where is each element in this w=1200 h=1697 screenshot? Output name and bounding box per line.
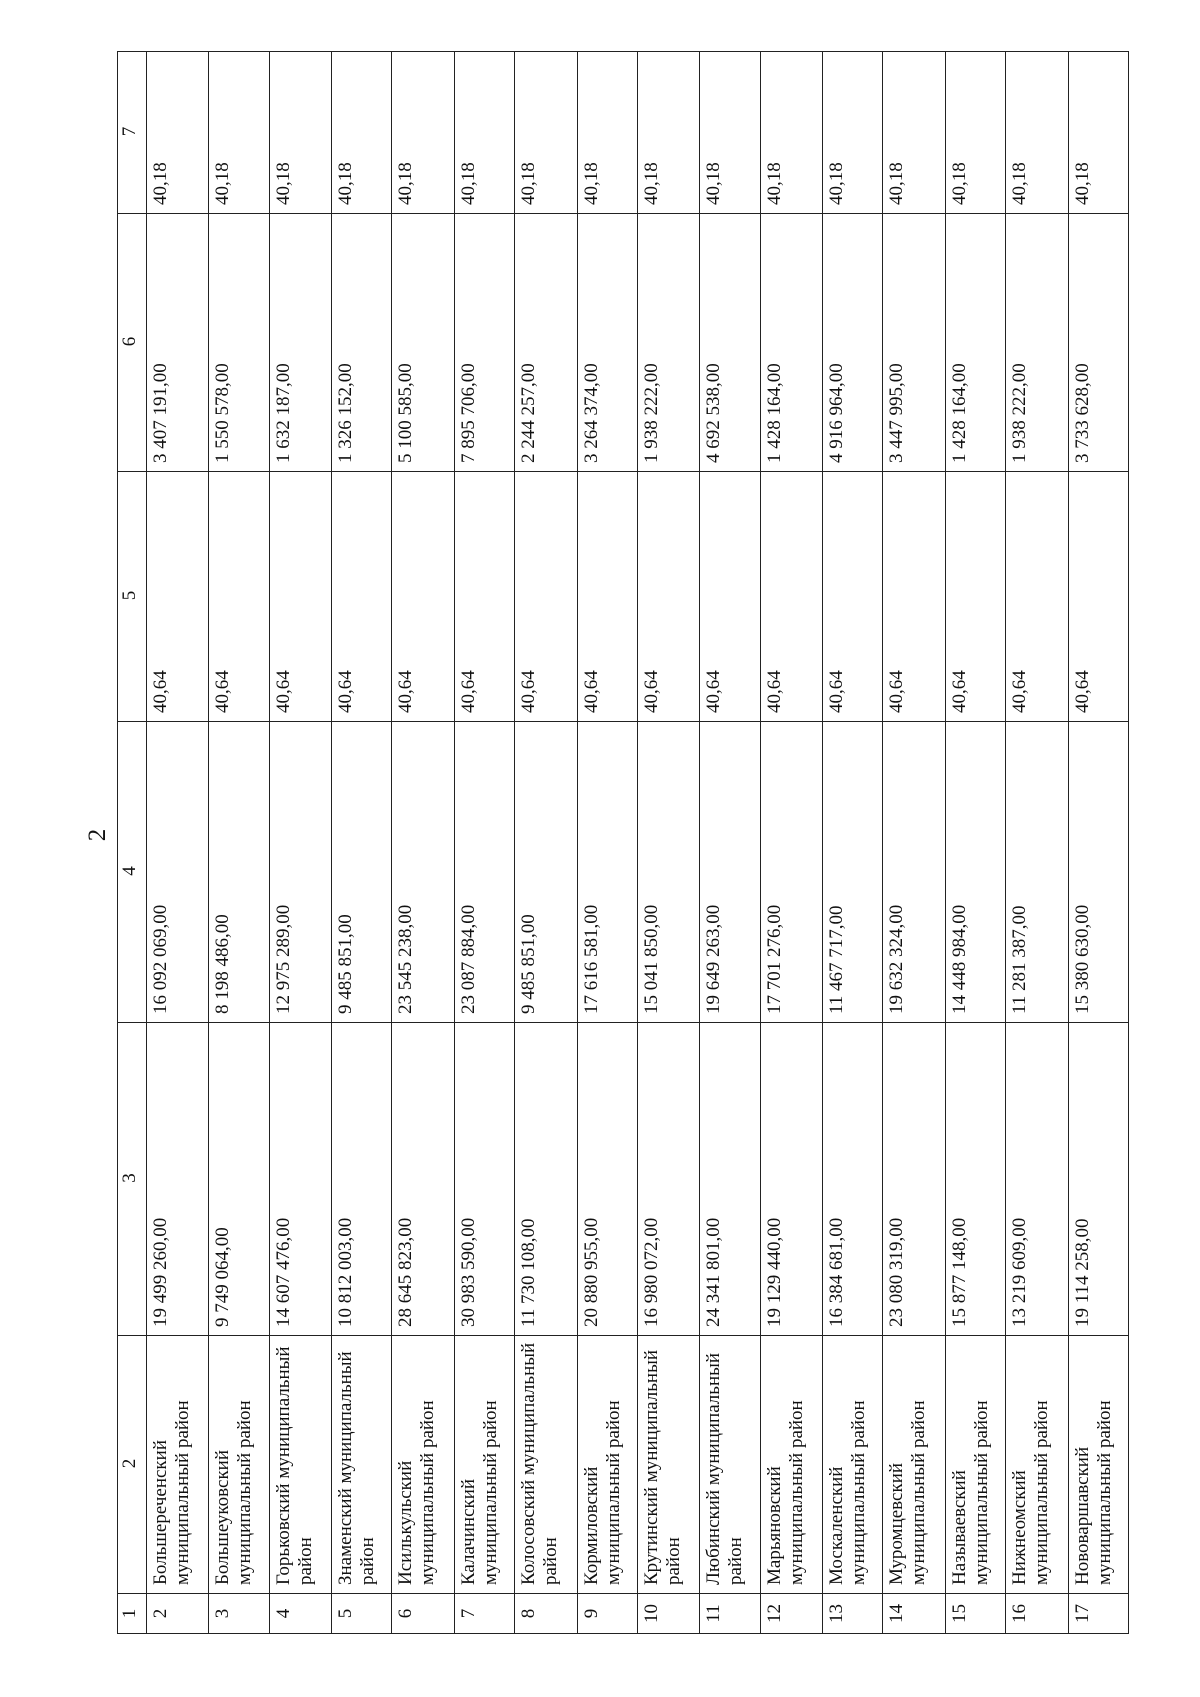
row-number-cell: 13 (823, 1594, 883, 1634)
row-number-cell: 11 (700, 1594, 760, 1634)
col-4-value-cell: 19 632 324,00 (883, 722, 946, 1023)
col-4-value-cell: 15 380 630,00 (1068, 722, 1128, 1023)
district-name-cell: Москаленский муниципальный район (823, 1336, 883, 1594)
table-row (515, 52, 578, 1634)
header-col-3: 3 (118, 1023, 147, 1336)
col-3-value-cell: 11 730 108,00 (515, 1023, 578, 1336)
row-number-cell: 12 (760, 1594, 823, 1634)
col-6-value-cell: 4 916 964,00 (823, 214, 883, 472)
col-4-value-cell: 23 087 884,00 (454, 722, 514, 1023)
col-5-value-cell: 40,64 (700, 472, 760, 722)
col-4-value-cell: 23 545 238,00 (392, 722, 455, 1023)
row-number-cell: 3 (209, 1594, 269, 1634)
col-6-value-cell: 3 407 191,00 (146, 214, 209, 472)
row-number-cell: 8 (515, 1594, 578, 1634)
col-7-value-cell: 40,18 (1006, 52, 1069, 214)
district-name-cell: Большеуковский муниципальный район (209, 1336, 269, 1594)
col-7-value-cell: 40,18 (332, 52, 392, 214)
row-number-cell: 9 (577, 1594, 637, 1634)
col-3-value-cell: 19 499 260,00 (146, 1023, 209, 1336)
col-4-value-cell: 11 467 717,00 (823, 722, 883, 1023)
col-6-value-cell: 3 447 995,00 (883, 214, 946, 472)
col-5-value-cell: 40,64 (637, 472, 700, 722)
table-row (577, 52, 637, 1634)
col-6-value-cell: 1 632 187,00 (269, 214, 332, 472)
col-5-value-cell: 40,64 (823, 472, 883, 722)
col-3-value-cell: 15 877 148,00 (945, 1023, 1005, 1336)
district-name-cell: Муромцевский муниципальный район (883, 1336, 946, 1594)
table-row (700, 52, 760, 1634)
col-4-value-cell: 8 198 486,00 (209, 722, 269, 1023)
district-name-cell: Калачинский муниципальный район (454, 1336, 514, 1594)
col-6-value-cell: 1 938 222,00 (637, 214, 700, 472)
col-7-value-cell: 40,18 (454, 52, 514, 214)
col-4-value-cell: 15 041 850,00 (637, 722, 700, 1023)
table-row (269, 52, 332, 1634)
table-row (392, 52, 455, 1634)
col-6-value-cell: 4 692 538,00 (700, 214, 760, 472)
col-5-value-cell: 40,64 (1068, 472, 1128, 722)
district-name-cell: Знаменский муниципальный район (332, 1336, 392, 1594)
col-7-value-cell: 40,18 (760, 52, 823, 214)
col-4-value-cell: 9 485 851,00 (332, 722, 392, 1023)
table-row (332, 52, 392, 1634)
row-number-cell: 14 (883, 1594, 946, 1634)
col-4-value-cell: 16 092 069,00 (146, 722, 209, 1023)
col-7-value-cell: 40,18 (146, 52, 209, 214)
col-7-value-cell: 40,18 (1068, 52, 1128, 214)
col-5-value-cell: 40,64 (945, 472, 1005, 722)
table-row (1068, 52, 1128, 1634)
row-number-cell: 16 (1006, 1594, 1069, 1634)
col-5-value-cell: 40,64 (760, 472, 823, 722)
district-name-cell: Называевский муниципальный район (945, 1336, 1005, 1594)
district-name-cell: Колосовский муниципальный район (515, 1336, 578, 1594)
col-3-value-cell: 19 114 258,00 (1068, 1023, 1128, 1336)
col-5-value-cell: 40,64 (515, 472, 578, 722)
district-name-cell: Большереченский муниципальный район (146, 1336, 209, 1594)
col-7-value-cell: 40,18 (945, 52, 1005, 214)
table-row (823, 52, 883, 1634)
col-3-value-cell: 13 219 609,00 (1006, 1023, 1069, 1336)
col-5-value-cell: 40,64 (883, 472, 946, 722)
col-5-value-cell: 40,64 (1006, 472, 1069, 722)
col-4-value-cell: 17 701 276,00 (760, 722, 823, 1023)
table-row (454, 52, 514, 1634)
district-name-cell: Горьковский муниципальный район (269, 1336, 332, 1594)
col-3-value-cell: 30 983 590,00 (454, 1023, 514, 1336)
col-3-value-cell: 24 341 801,00 (700, 1023, 760, 1336)
row-number-cell: 6 (392, 1594, 455, 1634)
col-5-value-cell: 40,64 (269, 472, 332, 722)
col-5-value-cell: 40,64 (392, 472, 455, 722)
row-number-cell: 4 (269, 1594, 332, 1634)
col-7-value-cell: 40,18 (577, 52, 637, 214)
row-number-cell: 17 (1068, 1594, 1128, 1634)
col-3-value-cell: 28 645 823,00 (392, 1023, 455, 1336)
col-3-value-cell: 16 384 681,00 (823, 1023, 883, 1336)
table-row (637, 52, 700, 1634)
col-5-value-cell: 40,64 (577, 472, 637, 722)
district-name-cell: Исилькульский муниципальный район (392, 1336, 455, 1594)
header-col-5: 5 (118, 472, 147, 722)
col-7-value-cell: 40,18 (209, 52, 269, 214)
table-row (1006, 52, 1069, 1634)
col-7-value-cell: 40,18 (637, 52, 700, 214)
col-6-value-cell: 1 938 222,00 (1006, 214, 1069, 472)
district-name-cell: Марьяновский муниципальный район (760, 1336, 823, 1594)
col-6-value-cell: 1 428 164,00 (945, 214, 1005, 472)
header-col-4: 4 (118, 722, 147, 1023)
rotated-table-container (117, 52, 1129, 1634)
col-4-value-cell: 11 281 387,00 (1006, 722, 1069, 1023)
col-3-value-cell: 16 980 072,00 (637, 1023, 700, 1336)
header-col-1: 1 (118, 1594, 147, 1634)
col-3-value-cell: 19 129 440,00 (760, 1023, 823, 1336)
col-6-value-cell: 1 428 164,00 (760, 214, 823, 472)
col-4-value-cell: 19 649 263,00 (700, 722, 760, 1023)
col-6-value-cell: 5 100 585,00 (392, 214, 455, 472)
col-6-value-cell: 3 264 374,00 (577, 214, 637, 472)
col-7-value-cell: 40,18 (269, 52, 332, 214)
header-col-2: 2 (118, 1336, 147, 1594)
district-name-cell: Нововаршавский муниципальный район (1068, 1336, 1128, 1594)
col-4-value-cell: 12 975 289,00 (269, 722, 332, 1023)
col-3-value-cell: 23 080 319,00 (883, 1023, 946, 1336)
row-number-cell: 2 (146, 1594, 209, 1634)
table-row (760, 52, 823, 1634)
col-7-value-cell: 40,18 (883, 52, 946, 214)
table-header-row (118, 52, 147, 1634)
col-4-value-cell: 17 616 581,00 (577, 722, 637, 1023)
col-6-value-cell: 1 326 152,00 (332, 214, 392, 472)
row-number-cell: 15 (945, 1594, 1005, 1634)
col-5-value-cell: 40,64 (146, 472, 209, 722)
col-6-value-cell: 2 244 257,00 (515, 214, 578, 472)
table-row (146, 52, 209, 1634)
col-7-value-cell: 40,18 (823, 52, 883, 214)
table-body (118, 52, 1129, 1634)
col-7-value-cell: 40,18 (392, 52, 455, 214)
district-name-cell: Любинский муниципальный район (700, 1336, 760, 1594)
col-3-value-cell: 14 607 476,00 (269, 1023, 332, 1336)
budget-table (117, 51, 1129, 1634)
page-number: 2 (84, 828, 111, 842)
row-number-cell: 5 (332, 1594, 392, 1634)
col-6-value-cell: 7 895 706,00 (454, 214, 514, 472)
col-6-value-cell: 3 733 628,00 (1068, 214, 1128, 472)
col-4-value-cell: 14 448 984,00 (945, 722, 1005, 1023)
col-5-value-cell: 40,64 (209, 472, 269, 722)
table-row (945, 52, 1005, 1634)
col-6-value-cell: 1 550 578,00 (209, 214, 269, 472)
row-number-cell: 7 (454, 1594, 514, 1634)
district-name-cell: Нижнеомский муниципальный район (1006, 1336, 1069, 1594)
col-7-value-cell: 40,18 (515, 52, 578, 214)
col-3-value-cell: 20 880 955,00 (577, 1023, 637, 1336)
col-3-value-cell: 9 749 064,00 (209, 1023, 269, 1336)
col-5-value-cell: 40,64 (332, 472, 392, 722)
col-3-value-cell: 10 812 003,00 (332, 1023, 392, 1336)
row-number-cell: 10 (637, 1594, 700, 1634)
table-row (209, 52, 269, 1634)
col-4-value-cell: 9 485 851,00 (515, 722, 578, 1023)
col-7-value-cell: 40,18 (700, 52, 760, 214)
header-col-7: 7 (118, 52, 147, 214)
col-5-value-cell: 40,64 (454, 472, 514, 722)
table-row (883, 52, 946, 1634)
header-col-6: 6 (118, 214, 147, 472)
district-name-cell: Кормиловский муниципальный район (577, 1336, 637, 1594)
district-name-cell: Крутинский муниципальный район (637, 1336, 700, 1594)
